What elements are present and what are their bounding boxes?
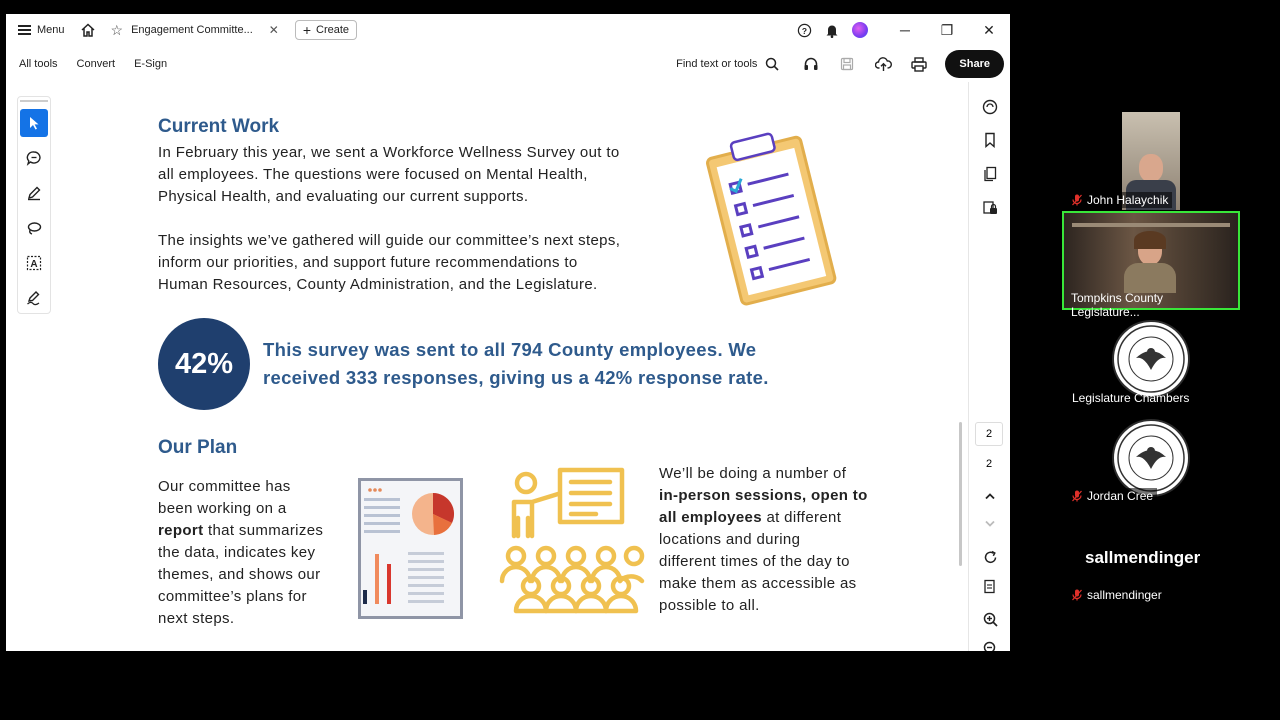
text-line: themes, and shows our (158, 566, 321, 583)
acrobat-window (6, 14, 1010, 651)
participant-name-tag (1068, 390, 1193, 406)
svg-text:?: ? (801, 25, 807, 36)
hamburger-icon (18, 25, 31, 35)
participant-tile-active-speaker[interactable] (1062, 211, 1240, 319)
search-icon (765, 57, 779, 71)
pages-icon[interactable] (978, 162, 1002, 186)
protect-icon[interactable] (978, 196, 1002, 220)
text-line: This survey was sent to all 794 County employees. We (263, 339, 757, 360)
help-icon[interactable] (790, 14, 818, 46)
text-line: We’ll be doing a number of (659, 465, 847, 482)
right-panel (968, 82, 1010, 651)
participant-panel (1062, 112, 1242, 612)
cursor-icon (28, 116, 40, 130)
zoom-out-icon[interactable] (978, 638, 1002, 651)
rail-drag-handle[interactable] (20, 100, 48, 102)
participant-name-tag (1068, 587, 1166, 603)
title-bar (6, 14, 1010, 46)
toolbar-right (676, 46, 1010, 82)
participant-tile[interactable] (1062, 320, 1240, 410)
close-tab-icon[interactable]: ✕ (268, 23, 279, 37)
close-window-icon[interactable]: ✕ (983, 21, 995, 38)
muted-mic-icon (1072, 194, 1082, 206)
text-line: possible to all. (659, 597, 760, 614)
text-box-icon (26, 255, 42, 271)
current-work-paragraph-1 (158, 142, 678, 208)
report-document-illustration (358, 478, 464, 620)
document-scrollbar[interactable] (959, 422, 962, 566)
text-span: that summarizes (203, 522, 324, 539)
face-shape (1139, 154, 1163, 182)
text-line: The insights we’ve gathered will guide our committee’s next steps, (158, 232, 621, 249)
page-display-icon[interactable] (978, 575, 1002, 599)
create-button[interactable] (295, 20, 357, 40)
clipboard-checklist-illustration (694, 126, 844, 306)
text-line: inform our priorities, and support future recommendations to (158, 254, 578, 271)
all-tools-button[interactable]: All tools (19, 58, 58, 70)
esign-button[interactable]: E-Sign (134, 58, 168, 70)
print-icon[interactable] (901, 46, 937, 82)
pen-icon (26, 185, 42, 201)
draw-tool[interactable] (20, 214, 48, 242)
participant-name-tag (1068, 192, 1172, 208)
current-work-paragraph-2 (158, 230, 688, 296)
our-plan-heading: Our Plan (158, 437, 238, 458)
upload-icon[interactable] (865, 46, 901, 82)
text-line: received 333 responses, giving us a 42% response rate. (263, 367, 769, 388)
zoom-in-icon[interactable] (978, 607, 1002, 631)
tab-document[interactable] (103, 14, 287, 46)
save-icon[interactable] (829, 46, 865, 82)
text-line (659, 507, 919, 529)
find-text-label: Find text or tools (676, 58, 758, 70)
text-span: at different (761, 509, 842, 526)
chevron-up-icon[interactable] (978, 484, 1002, 508)
menu-label: Menu (37, 24, 65, 36)
participant-name: sallmendinger (1087, 588, 1162, 602)
document-page (66, 96, 956, 651)
response-rate-badge: 42% (158, 318, 250, 410)
refresh-icon[interactable] (978, 545, 1002, 569)
text-line: committee’s plans for (158, 588, 307, 605)
text-line: Human Resources, County Administration, and the Legislature. (158, 276, 598, 293)
tool-rail (17, 96, 51, 314)
chevron-down-icon[interactable] (978, 512, 1002, 536)
text-line: Our committee has (158, 478, 291, 495)
create-label: Create (316, 24, 350, 36)
home-icon[interactable] (73, 14, 103, 46)
text-line (158, 520, 358, 542)
participant-name: Tompkins County Legislature... (1071, 291, 1164, 319)
tab-title: Engagement Committe... (131, 24, 253, 36)
read-aloud-icon[interactable] (793, 46, 829, 82)
text-line: make them as accessible as (659, 575, 857, 592)
text-tool[interactable] (20, 249, 48, 277)
participant-name-tag (1067, 290, 1238, 320)
plus-icon: + (302, 22, 312, 38)
toolbar (6, 46, 1010, 82)
plan-report-paragraph (158, 476, 358, 630)
bell-icon[interactable] (818, 14, 846, 46)
ai-chat-icon[interactable] (978, 95, 1002, 119)
shirt-shape (1124, 263, 1176, 293)
bold-text: all employees (659, 509, 762, 526)
participant-display-name: sallmendinger (1085, 548, 1201, 567)
bold-text: report (158, 522, 204, 539)
bold-text: in-person sessions, open to (659, 487, 868, 504)
svg-text:A: A (30, 259, 38, 270)
survey-stat-text (263, 336, 843, 392)
text-line (659, 485, 919, 507)
plan-sessions-paragraph (659, 463, 919, 617)
participant-tile[interactable] (1062, 419, 1240, 509)
text-line: next steps. (158, 610, 235, 627)
participant-tile[interactable] (1062, 582, 1240, 610)
minimize-icon[interactable]: ─ (900, 22, 910, 38)
restore-icon[interactable]: ❐ (940, 21, 954, 38)
share-button[interactable]: Share (945, 50, 1004, 78)
text-line: different times of the day to (659, 553, 850, 570)
comment-tool[interactable] (20, 144, 48, 172)
text-line: been working on a (158, 500, 287, 517)
text-line: locations and during (659, 531, 801, 548)
county-seal-avatar (1112, 419, 1190, 497)
participant-name: John Halaychik (1087, 193, 1169, 207)
participant-name: Jordan Cree (1087, 489, 1154, 503)
bookmark-icon[interactable] (978, 128, 1002, 152)
select-tool[interactable] (20, 109, 48, 137)
muted-mic-icon (1072, 490, 1082, 502)
titlebar-right (790, 14, 1010, 46)
text-line: all employees. The questions were focused on Mental Health, (158, 166, 588, 183)
text-line: Physical Health, and evaluating our current supports. (158, 188, 529, 205)
lasso-icon (26, 220, 42, 236)
railing-shape (1072, 223, 1230, 227)
comment-icon (26, 150, 42, 166)
participant-name: Legislature Chambers (1072, 391, 1190, 405)
presentation-audience-illustration (496, 466, 646, 616)
participant-tile[interactable] (1062, 112, 1240, 210)
text-line: In February this year, we sent a Workforce Wellness Survey out to (158, 144, 620, 161)
hair-shape (1134, 231, 1166, 249)
participant-name-tag (1068, 488, 1157, 504)
current-page-field[interactable]: 2 (975, 422, 1003, 446)
sign-tool[interactable] (20, 284, 48, 312)
convert-button[interactable]: Convert (76, 58, 116, 70)
star-icon[interactable]: ☆ (110, 21, 124, 38)
ai-assistant-icon[interactable] (846, 14, 874, 46)
signature-icon (26, 290, 42, 306)
menu-button[interactable] (6, 14, 73, 46)
muted-mic-icon (1072, 589, 1082, 601)
find-text-button[interactable] (676, 57, 779, 71)
total-pages-label: 2 (985, 458, 993, 470)
highlight-tool[interactable] (20, 179, 48, 207)
county-seal-avatar (1112, 320, 1190, 398)
text-line: the data, indicates key (158, 544, 316, 561)
current-work-heading: Current Work (158, 116, 280, 137)
